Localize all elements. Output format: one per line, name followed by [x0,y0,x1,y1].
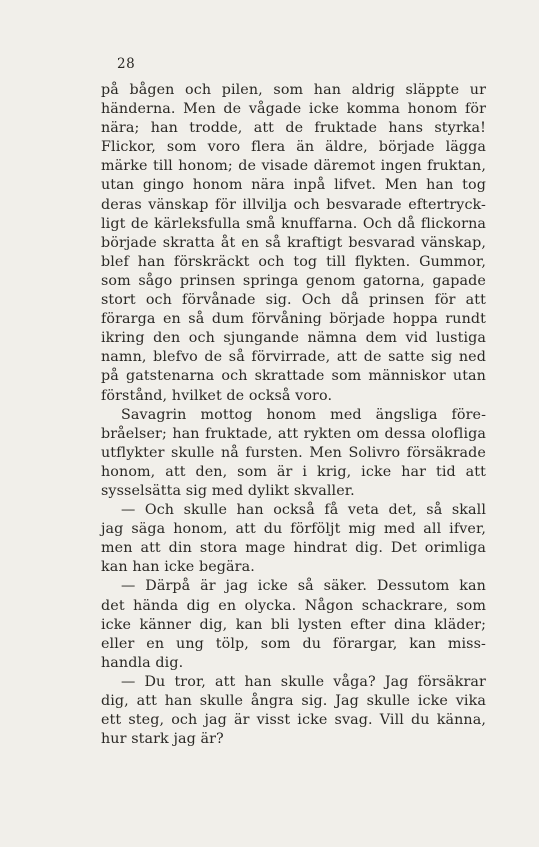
text-line: dig, att han skulle ångra sig. Jag skulle icke vika [101,693,486,709]
text-line: på bågen och pilen, som han aldrig släppte ur [101,82,486,98]
body-text [101,81,486,749]
text-line: hur stark jag är? [101,731,224,748]
text-line: handla dig. [101,654,184,671]
text-line: förstånd, hvilket de också voro. [101,387,333,404]
text-line: på gatstenarna och skrattade som människor utan [101,368,486,385]
text-line: nära; han trodde, att de fruktade hans styrka! [101,120,486,137]
text-line: — Du tror, att han skulle våga? Jag försäkrar [121,673,486,690]
text-line: jag säga honom, att du förföljt mig med all ifver, [101,521,486,538]
text-line: blef han förskräckt och tog till flykten. Gummor, [101,253,486,270]
text-line: icke känner dig, kan bli lysten efter dina kläder; [101,616,486,633]
text-line: — Och skulle han också få veta det, så skall [121,502,486,519]
text-line: Savagrin mottog honom med ängsliga före- [121,406,486,423]
text-line: utan gingo honom nära inpå lifvet. Men han tog [101,177,486,194]
text-line: stort och förvånade sig. Och då prinsen för att [101,292,486,309]
text-line: namn, blefvo de så förvirrade, att de satte sig ned [101,349,486,366]
text-line: händerna. Men de vågade icke komma honom för [101,101,486,118]
text-line: honom, att den, som är i krig, icke har tid att [101,463,486,480]
text-line: utflykter skulle nå fursten. Men Solivro försäkrade [101,444,486,461]
text-line: sysselsätta sig med dylikt skvaller. [101,482,355,499]
text-line: som sågo prinsen springa genom gatorna, gapade [101,272,486,289]
text-line: det hända dig en olycka. Någon schackrare, som [101,597,486,614]
text-line: ikring den och sjungande nämna dem vid lustiga [101,330,486,347]
text-line: bråelser; han fruktade, att rykten om dessa olofliga [101,425,486,442]
page-number: 28 [117,56,136,72]
text-line: eller en ung tölp, som du förargar, kan miss- [101,635,486,652]
text-line: började skratta åt en så kraftigt besvarad vänskap, [101,234,486,251]
text-line: Flickor, som voro flera än äldre, började lägga [101,139,486,156]
text-line: men att din stora mage hindrat dig. Det orimliga [101,540,486,557]
text-line: ligt de kärleksfulla små knuffarna. Och då flickorna [101,215,486,232]
text-line: förarga en så dum förvåning började hoppa rundt [101,311,486,328]
text-line: deras vänskap för illvilja och besvarade eftertryck- [101,196,486,213]
text-line: märke till honom; de visade däremot ingen fruktan, [101,158,486,175]
text-line: ett steg, och jag är visst icke svag. Vill du känna, [101,712,486,729]
text-line: — Därpå är jag icke så säker. Dessutom kan [121,578,486,595]
text-line: kan han icke begära. [101,559,255,576]
